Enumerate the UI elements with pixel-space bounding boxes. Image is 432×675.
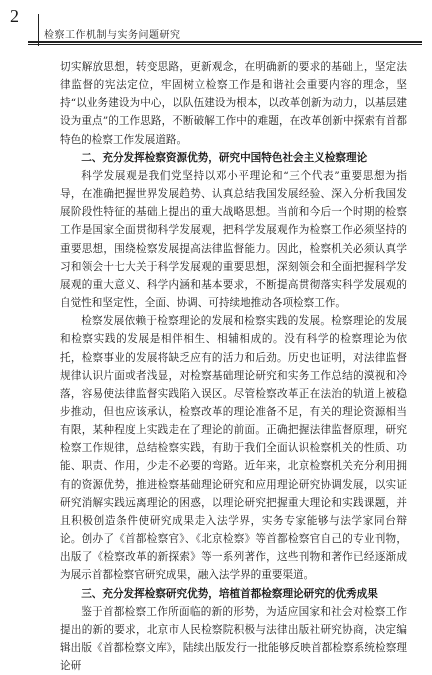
paragraph-scientific-development: 科学发展观是我们党坚持以邓小平理论和“三个代表”重要思想为指导，在准确把握世界发展趋势、认真总结我国发展经验、深入分析我国发展阶段性特征的基础上提出的重大战略思想。当前和今后一个时期的检察工作是国家全面贯彻科学发展观，把科学发展观作为检察工作必须坚持的重要思想，围绕检察发展提高法律监督能力。因此，检察机关必须认真学习和领会十七大关于科学发展观的重要思想，深刻领会和全面把握科学发展观的重大意义、科学内涵和基本要求，不断提高贯彻落实科学发展观的自觉性和坚定性，全面、协调、可持续地推动各项检察工作。 [60,169,407,310]
page-header [10,6,422,46]
page-body [60,58,407,675]
section-heading-2: 二、充分发挥检察资源优势，研究中国特色社会主义检察理论 [81,151,368,164]
paragraph-intro-continuation: 切实解放思想，转变思路，更新观念，在明确新的要求的基础上，坚定法律监督的宪法定位，牢固树立检察工作是和谐社会重要内容的理念，坚持“以业务建设为中心，以队伍建设为根本，以改革创新为动力，以基层建设为重点”的工作思路，不断破解工作中的难题，在改革创新中探索有首都特色的检察工作发展道路。 [60,61,407,146]
paragraph-library-series: 鉴于首都检察工作所面临的新的形势，为适应国家和社会对检察工作提出的新的要求，北京市人民检察院积极与法律出版社研究协商，决定编辑出版《首都检察文库》，陆续出版发行一批能够反映首都检察系统检察理论研 [60,605,407,673]
header-rule-thin [28,44,422,45]
header-rule-thick [28,41,422,43]
page-number: 2 [10,6,19,26]
paragraph-theory-practice: 检察发展依赖于检察理论的发展和检察实践的发展。检察理论的发展和检察实践的发展是相伴相生、相辅相成的。没有科学的检察理论为依托，检察事业的发展将缺乏应有的活力和后劲。历史也证明，对法律监督规律认识片面或者浅显，对检察基础理论研究和实务工作总结的漠视和冷落，容易使法律监督实践陷入误区。尽管检察改革正在法治的轨道上被稳步推动，但也应该承认，检察改革的理论准备不足，有关的理论资源相当有限，某种程度上实践走在了理论的前面。正确把握法律监督原理，研究检察工作规律，总结检察实践，有助于我们全面认识检察机关的性质、功能、职责、作用，少走不必要的弯路。近年来，北京检察机关充分利用拥有的资源优势，推进检察基础理论研究和应用理论研究协调发展，以实证研究消解实践远离理论的困惑，以理论研究把握重大理论和实践课题，并且积极创造条件使研究成果走入法学界，实务专家能够与法学家同台辩论。创办了《首都检察官》、《北京检察》等首都检察官自己的专业刊物，出版了《检察改革的新探索》等一系列著作，这些刊物和著作已经逐渐成为展示首都检察官研究成果，融入法学界的重要渠道。 [60,315,407,582]
section-heading-3: 三、充分发挥检察研究优势，培植首都检察理论研究的优秀成果 [81,587,378,600]
running-title: 检察工作机制与实务问题研究 [44,30,181,41]
